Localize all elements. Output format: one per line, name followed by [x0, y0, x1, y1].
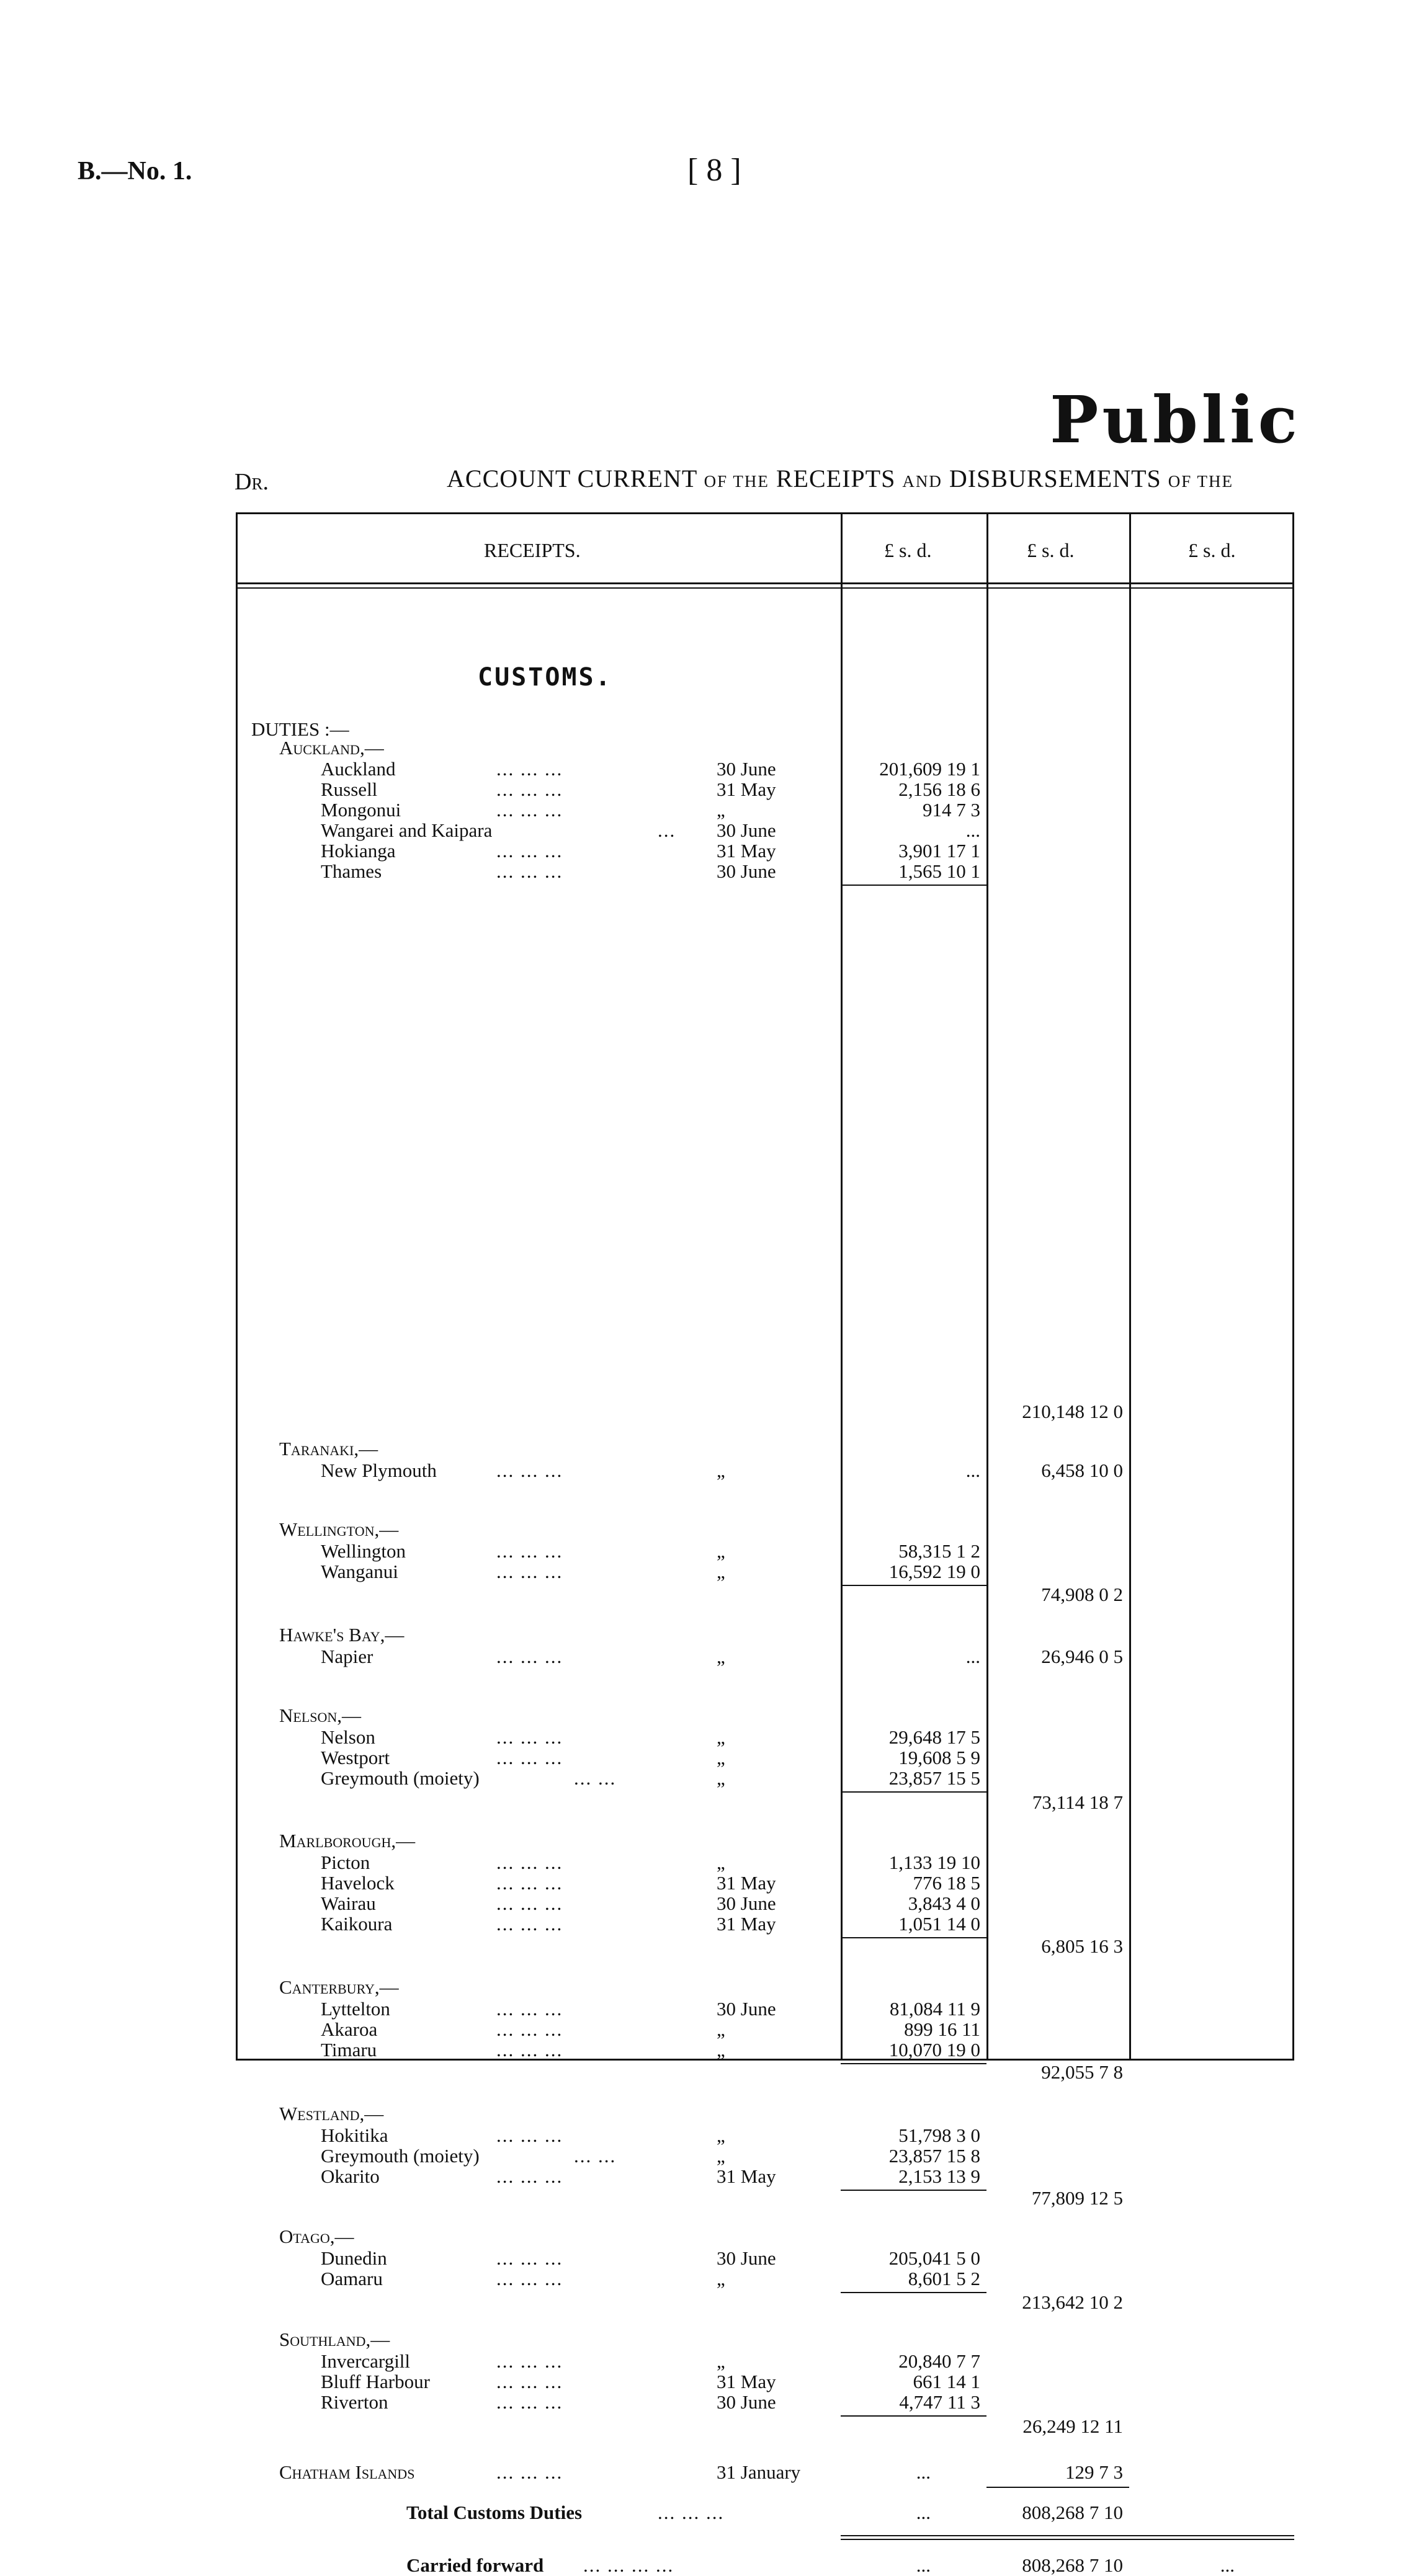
column-header-receipts: RECEIPTS.: [484, 539, 581, 561]
table-row: [236, 2166, 841, 2187]
amount-cell: 899 16 11: [904, 2018, 980, 2040]
port-name: Thames: [321, 860, 382, 882]
title-part: OF THE: [704, 472, 769, 491]
subtotal-rule: [841, 885, 986, 886]
table-row: [236, 1999, 841, 2020]
carried-forward-value: 808,268 7 10: [1022, 2554, 1123, 2576]
port-name: New Plymouth: [321, 1460, 437, 1481]
amount-cell: 3,843 4 0: [908, 1892, 980, 1914]
date-cell: „: [717, 2268, 725, 2289]
subtotal-cell: 77,809 12 5: [1031, 2187, 1123, 2209]
subtotal-cell: 6,805 16 3: [1041, 1935, 1123, 1957]
table-row: [236, 2351, 841, 2372]
date-cell: „: [717, 1646, 725, 1667]
leader-dots: ... ... ...: [496, 1726, 563, 1748]
leader-dots: ... ... ...: [496, 2018, 563, 2040]
subtotal-cell: 210,148 12 0: [1022, 1401, 1123, 1422]
section-heading-customs: CUSTOMS.: [478, 663, 612, 692]
port-name: Auckland: [321, 758, 396, 780]
table-row: [236, 820, 841, 841]
table-row: [236, 2371, 841, 2392]
amount-cell: 201,609 19 1: [879, 758, 980, 780]
amount-cell: 914 7 3: [923, 799, 980, 821]
leader-dots: ... ... ...: [658, 2502, 725, 2523]
date-cell: „: [717, 1747, 725, 1768]
port-name: Bluff Harbour: [321, 2371, 430, 2392]
date-cell: „: [717, 2124, 725, 2146]
table-border-left: [236, 514, 238, 2059]
amount-cell: 1,133 19 10: [888, 1852, 980, 1873]
date-cell: „: [717, 1852, 725, 1873]
port-name: Greymouth (moiety): [321, 2145, 480, 2167]
table-row: [236, 2268, 841, 2289]
subtotal-rule: [841, 2415, 986, 2417]
table-row: [236, 1561, 841, 1582]
port-name: Wellington: [321, 1540, 406, 1562]
subtotal-cell: 6,458 10 0: [1041, 1460, 1123, 1481]
table-row: [236, 2019, 841, 2040]
subtotal-cell: 74,908 0 2: [1041, 1584, 1123, 1605]
amount-cell: ...: [965, 819, 980, 841]
amount-cell: 58,315 1 2: [898, 1540, 980, 1562]
heading-public: Public: [1050, 381, 1301, 458]
province-label: Canterbury,—: [279, 1976, 399, 1998]
leader-dots: ... ... ...: [496, 2350, 563, 2372]
port-name: Wairau: [321, 1892, 376, 1914]
subtotal-rule: [841, 1791, 986, 1793]
port-name: Westport: [321, 1747, 390, 1768]
province-label: Westland,—: [279, 2103, 384, 2124]
port-name: Akaroa: [321, 2018, 378, 2040]
date-cell: 30 June: [717, 860, 776, 882]
table-row: [236, 800, 841, 821]
date-cell: 30 June: [717, 1998, 776, 2020]
date-cell: „: [717, 2350, 725, 2372]
leader-dots: ... ... ...: [496, 840, 563, 862]
column-rule: [841, 514, 843, 2059]
date-cell: 31 January: [717, 2461, 801, 2483]
amount-cell: 29,648 17 5: [888, 1726, 980, 1748]
table-row: [236, 1747, 841, 1768]
port-name: Hokitika: [321, 2124, 388, 2146]
amount-cell: 2,156 18 6: [898, 778, 980, 800]
amount-cell: 776 18 5: [913, 1872, 980, 1894]
port-name: Invercargill: [321, 2350, 411, 2372]
port-name: Wangarei and Kaipara: [321, 819, 493, 841]
amount-cell: 10,070 19 0: [888, 2039, 980, 2061]
title-part: AND: [902, 472, 942, 491]
column-rule: [1129, 514, 1131, 2059]
column-header-money: £ s. d.: [1188, 539, 1236, 561]
carried-rule: [841, 2539, 1294, 2540]
port-name: Picton: [321, 1852, 370, 1873]
date-cell: „: [717, 1561, 725, 1582]
header-rule: [236, 587, 1294, 589]
leader-dots: ... ... ...: [496, 778, 563, 800]
table-row: [236, 2462, 841, 2483]
table-row: [236, 861, 841, 882]
amount-cell: ...: [916, 2461, 931, 2483]
port-name: Lyttelton: [321, 1998, 390, 2020]
leader-dots: ... ... ...: [496, 2165, 563, 2187]
table-row: [236, 2248, 841, 2269]
carried-forward-row: [236, 2555, 841, 2576]
subtotal-rule: [841, 2063, 986, 2064]
amount-cell: ...: [916, 2554, 931, 2576]
date-cell: 30 June: [717, 2247, 776, 2269]
subtotal-cell: 26,946 0 5: [1041, 1646, 1123, 1667]
leader-dots: ... ... ...: [496, 2039, 563, 2061]
leader-dots: ... ... ...: [496, 1913, 563, 1935]
title-part: RECEIPTS: [776, 465, 896, 492]
province-label: Otago,—: [279, 2226, 354, 2247]
port-name: Oamaru: [321, 2268, 383, 2289]
amount-cell: 51,798 3 0: [898, 2124, 980, 2146]
header-rule: [236, 582, 1294, 584]
province-label: Wellington,—: [279, 1518, 399, 1540]
title-part: DISBURSEMENTS: [949, 465, 1161, 492]
subtotal-cell: 92,055 7 8: [1041, 2061, 1123, 2083]
table-row: [236, 779, 841, 800]
port-name: Dunedin: [321, 2247, 387, 2269]
amount-cell: 661 14 1: [913, 2371, 980, 2392]
amount-cell: 3,901 17 1: [898, 840, 980, 862]
port-name: Hokianga: [321, 840, 396, 862]
leader-dots: ... ... ...: [496, 1646, 563, 1667]
leader-dots: ... ... ...: [496, 1747, 563, 1768]
amount-cell: ...: [965, 1460, 980, 1481]
table-row: [236, 2039, 841, 2061]
total-row: [236, 2502, 841, 2523]
table-row: [236, 1873, 841, 1894]
leader-dots: ... ... ...: [496, 1998, 563, 2020]
amount-cell: 1,051 14 0: [898, 1913, 980, 1935]
date-cell: 31 May: [717, 2371, 776, 2392]
total-customs-label: Total Customs Duties: [406, 2502, 583, 2523]
amount-cell: 20,840 7 7: [898, 2350, 980, 2372]
amount-cell: 205,041 5 0: [888, 2247, 980, 2269]
leader-dots: ... ... ...: [496, 1540, 563, 1562]
title-part: ACCOUNT CURRENT: [447, 465, 697, 492]
amount-cell: 2,153 13 9: [898, 2165, 980, 2187]
leader-dots: ... ... ...: [496, 799, 563, 821]
table-row: [236, 840, 841, 862]
page-number: [ 8 ]: [687, 153, 741, 188]
carried-forward-label: Carried forward: [406, 2554, 544, 2576]
duties-label: DUTIES :—: [251, 718, 349, 740]
port-name: Russell: [321, 778, 378, 800]
carried-rule: [841, 2535, 1294, 2536]
date-cell: 31 May: [717, 1913, 776, 1935]
subtotal-cell: 26,249 12 11: [1022, 2415, 1123, 2437]
table-row: [236, 2146, 841, 2167]
province-label: Southland,—: [279, 2329, 390, 2350]
port-name: Mongonui: [321, 799, 401, 821]
amount-cell: 16,592 19 0: [888, 1561, 980, 1582]
date-cell: 30 June: [717, 819, 776, 841]
province-label: Marlborough,—: [279, 1830, 416, 1852]
amount-cell: 1,565 10 1: [898, 860, 980, 882]
leader-dots: ... ... ... ...: [583, 2554, 674, 2576]
date-cell: „: [717, 2145, 725, 2167]
date-cell: 31 May: [717, 2165, 776, 2187]
province-label: Hawke's Bay,—: [279, 1624, 405, 1646]
subtotal-rule: [841, 2292, 986, 2293]
leader-dots: ... ... ...: [496, 2268, 563, 2289]
port-name: Riverton: [321, 2391, 388, 2413]
table-row: [236, 1460, 841, 1481]
total-customs-value: 808,268 7 10: [1022, 2502, 1123, 2523]
amount-cell: 81,084 11 9: [889, 1998, 980, 2020]
date-cell: „: [717, 2039, 725, 2061]
amount-cell: 23,857 15 8: [888, 2145, 980, 2167]
document-reference: B.—No. 1.: [78, 157, 192, 185]
province-label: Nelson,—: [279, 1705, 362, 1726]
date-cell: „: [717, 2018, 725, 2040]
leader-dots: ... ... ...: [496, 2124, 563, 2146]
table-row: [236, 1768, 841, 1789]
port-name: Wanganui: [321, 1561, 398, 1582]
leader-dots: ... ... ...: [496, 860, 563, 882]
port-name: Okarito: [321, 2165, 380, 2187]
date-cell: „: [717, 1767, 725, 1789]
table-row: [236, 1541, 841, 1562]
table-border-right: [1292, 514, 1294, 2059]
port-name: Havelock: [321, 1872, 395, 1894]
leader-dots: ... ... ...: [496, 1892, 563, 1914]
table-row: [236, 1852, 841, 1873]
leader-dots: ... ... ...: [496, 2391, 563, 2413]
port-name: Timaru: [321, 2039, 377, 2061]
port-name: Greymouth (moiety): [321, 1767, 480, 1789]
table-row: [236, 1893, 841, 1914]
leader-dots: ... ... ...: [496, 1460, 563, 1481]
province-label: Chatham Islands: [279, 2461, 415, 2483]
date-cell: 30 June: [717, 1892, 776, 1914]
amount-cell: ...: [965, 1646, 980, 1667]
province-label: Auckland,—: [279, 737, 384, 759]
amount-cell: ...: [916, 2502, 931, 2523]
port-name: Nelson: [321, 1726, 375, 1748]
leader-dots: ... ...: [574, 1767, 617, 1789]
subtotal-rule: [841, 2190, 986, 2191]
date-cell: 31 May: [717, 840, 776, 862]
date-cell: 30 June: [717, 758, 776, 780]
leader-dots: ... ...: [574, 2145, 617, 2167]
leader-dots: ... ... ...: [496, 1852, 563, 1873]
port-name: Napier: [321, 1646, 373, 1667]
title-part: OF THE: [1168, 472, 1234, 491]
subtotal-cell: 129 7 3: [1065, 2461, 1123, 2483]
leader-dots: ...: [658, 819, 676, 841]
leader-dots: ... ... ...: [496, 758, 563, 780]
date-cell: 30 June: [717, 2391, 776, 2413]
date-cell: „: [717, 1460, 725, 1481]
table-row: [236, 2125, 841, 2146]
leader-dots: ... ... ...: [496, 2371, 563, 2392]
subtotal-rule: [986, 2487, 1129, 2488]
subtotal-rule: [841, 1585, 986, 1586]
leader-dots: ... ... ...: [496, 1561, 563, 1582]
leader-dots: ... ... ...: [496, 1872, 563, 1894]
province-label: Taranaki,—: [279, 1438, 378, 1460]
column-rule: [986, 514, 988, 2059]
column-header-money: £ s. d.: [884, 539, 932, 561]
subtotal-cell: 73,114 18 7: [1032, 1791, 1123, 1813]
leader-dots: ... ... ...: [496, 2247, 563, 2269]
amount-cell: ...: [1220, 2554, 1235, 2576]
date-cell: 31 May: [717, 1872, 776, 1894]
amount-cell: 4,747 11 3: [899, 2391, 980, 2413]
debit-marker: Dr.: [235, 469, 269, 495]
amount-cell: 23,857 15 5: [888, 1767, 980, 1789]
column-header-money: £ s. d.: [1027, 539, 1075, 561]
date-cell: 31 May: [717, 778, 776, 800]
date-cell: „: [717, 1726, 725, 1748]
table-row: [236, 2392, 841, 2413]
subtotal-rule: [841, 1937, 986, 1938]
table-row: [236, 1914, 841, 1935]
account-title: [447, 464, 1233, 493]
table-row: [236, 1646, 841, 1667]
leader-dots: ... ... ...: [496, 2461, 563, 2483]
subtotal-cell: 213,642 10 2: [1022, 2291, 1123, 2313]
table-row: [236, 759, 841, 780]
receipts-table: [236, 512, 1294, 2576]
port-name: Kaikoura: [321, 1913, 393, 1935]
date-cell: „: [717, 799, 725, 821]
table-row: [236, 1727, 841, 1748]
date-cell: „: [717, 1540, 725, 1562]
amount-cell: 8,601 5 2: [908, 2268, 980, 2289]
amount-cell: 19,608 5 9: [898, 1747, 980, 1768]
